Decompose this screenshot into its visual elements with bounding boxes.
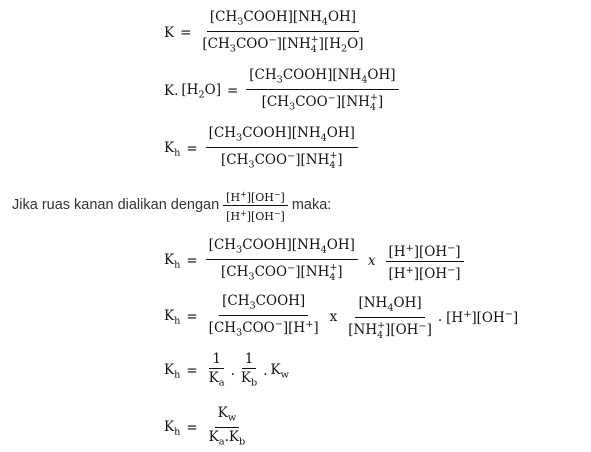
equation-kh-multiplied — [164, 236, 466, 287]
fraction — [386, 240, 464, 283]
denominator: [H+][OH−] — [226, 208, 285, 223]
numerator: $K_w$ — [215, 404, 239, 428]
denominator: $[CH_3COO^-][H^+]$ — [208, 319, 319, 339]
numerator: $[CH_3COOH][NH_4OH]$ — [206, 236, 358, 260]
equals-sign: = — [180, 25, 192, 42]
denominator: $[CH_3COO^-][NH$ + 4 ] — [221, 261, 343, 284]
kw-symbol: $K_w$ — [270, 362, 289, 381]
equals-sign: = — [186, 363, 198, 380]
equation-kh-constants — [164, 350, 289, 392]
denominator: $[CH_3COO^-][NH$ + 4 ]$[H_2O]$ — [202, 33, 364, 56]
equation-kh-definition — [164, 124, 360, 175]
equals-sign: = — [186, 253, 198, 270]
equation-kh-regrouped — [164, 292, 518, 343]
ion-product: [H+][OH−] — [446, 308, 519, 326]
explanation-paragraph — [12, 187, 331, 224]
equals-sign: = — [226, 83, 239, 100]
fraction — [238, 350, 260, 392]
fraction — [199, 8, 366, 59]
dot-operator: . — [263, 363, 268, 380]
fraction — [206, 124, 358, 175]
numerator: $[NH_4OH]$ — [355, 294, 424, 318]
times-sign: x — [329, 309, 338, 326]
dot-operator: . — [230, 363, 235, 380]
fraction — [206, 236, 358, 287]
kh-symbol: $K_h$ — [164, 140, 181, 159]
denominator: $K_a.K_b$ — [208, 429, 246, 448]
numerator: $[CH_3COOH][NH_4OH]$ — [207, 8, 359, 32]
numerator: [H+][OH−] — [223, 187, 288, 206]
numerator: $[CH_3COOH]$ — [219, 292, 308, 316]
k-symbol: K. — [164, 83, 179, 100]
denominator: $[CH_3COO^-][NH$ + 4 ] — [221, 149, 343, 172]
kh-symbol: $K_h$ — [164, 362, 181, 381]
paragraph-text-before: Jika ruas kanan dialikan dengan — [12, 197, 220, 214]
numerator: 1 — [209, 350, 224, 369]
inline-fraction — [223, 187, 288, 224]
equation-kh-final — [164, 404, 250, 452]
dot-operator: . — [437, 309, 443, 326]
water-concentration: $[H_2O]$ — [181, 82, 221, 101]
equals-sign: = — [186, 309, 198, 326]
fraction — [206, 404, 249, 452]
numerator: $[CH_3COOH][NH_4OH]$ — [246, 66, 398, 90]
equation-k-definition — [164, 8, 369, 59]
fraction — [206, 350, 228, 392]
denominator: $K_a$ — [208, 370, 225, 389]
fraction — [345, 294, 435, 341]
equals-sign: = — [186, 419, 198, 436]
equals-sign: = — [186, 141, 198, 158]
times-sign: x — [367, 253, 376, 270]
k-symbol: K — [164, 25, 175, 42]
denominator: $[CH_3COO^-][NH$ + 4 ] — [261, 91, 384, 114]
numerator: [H+][OH−] — [386, 240, 464, 262]
kh-symbol: $K_h$ — [164, 252, 181, 271]
numerator: $[CH_3COOH][NH_4OH]$ — [206, 124, 358, 148]
fraction — [246, 66, 398, 117]
paragraph-text-after: maka: — [291, 197, 332, 214]
kh-symbol: $K_h$ — [164, 308, 181, 327]
numerator: 1 — [242, 350, 257, 369]
denominator: [NH + 4 ][OH−] — [348, 319, 432, 342]
kh-symbol: $K_h$ — [164, 418, 181, 438]
denominator: [H+][OH−] — [388, 264, 461, 282]
fraction — [206, 292, 322, 343]
equation-k-times-water — [164, 66, 401, 117]
denominator: $K_b$ — [240, 370, 258, 389]
